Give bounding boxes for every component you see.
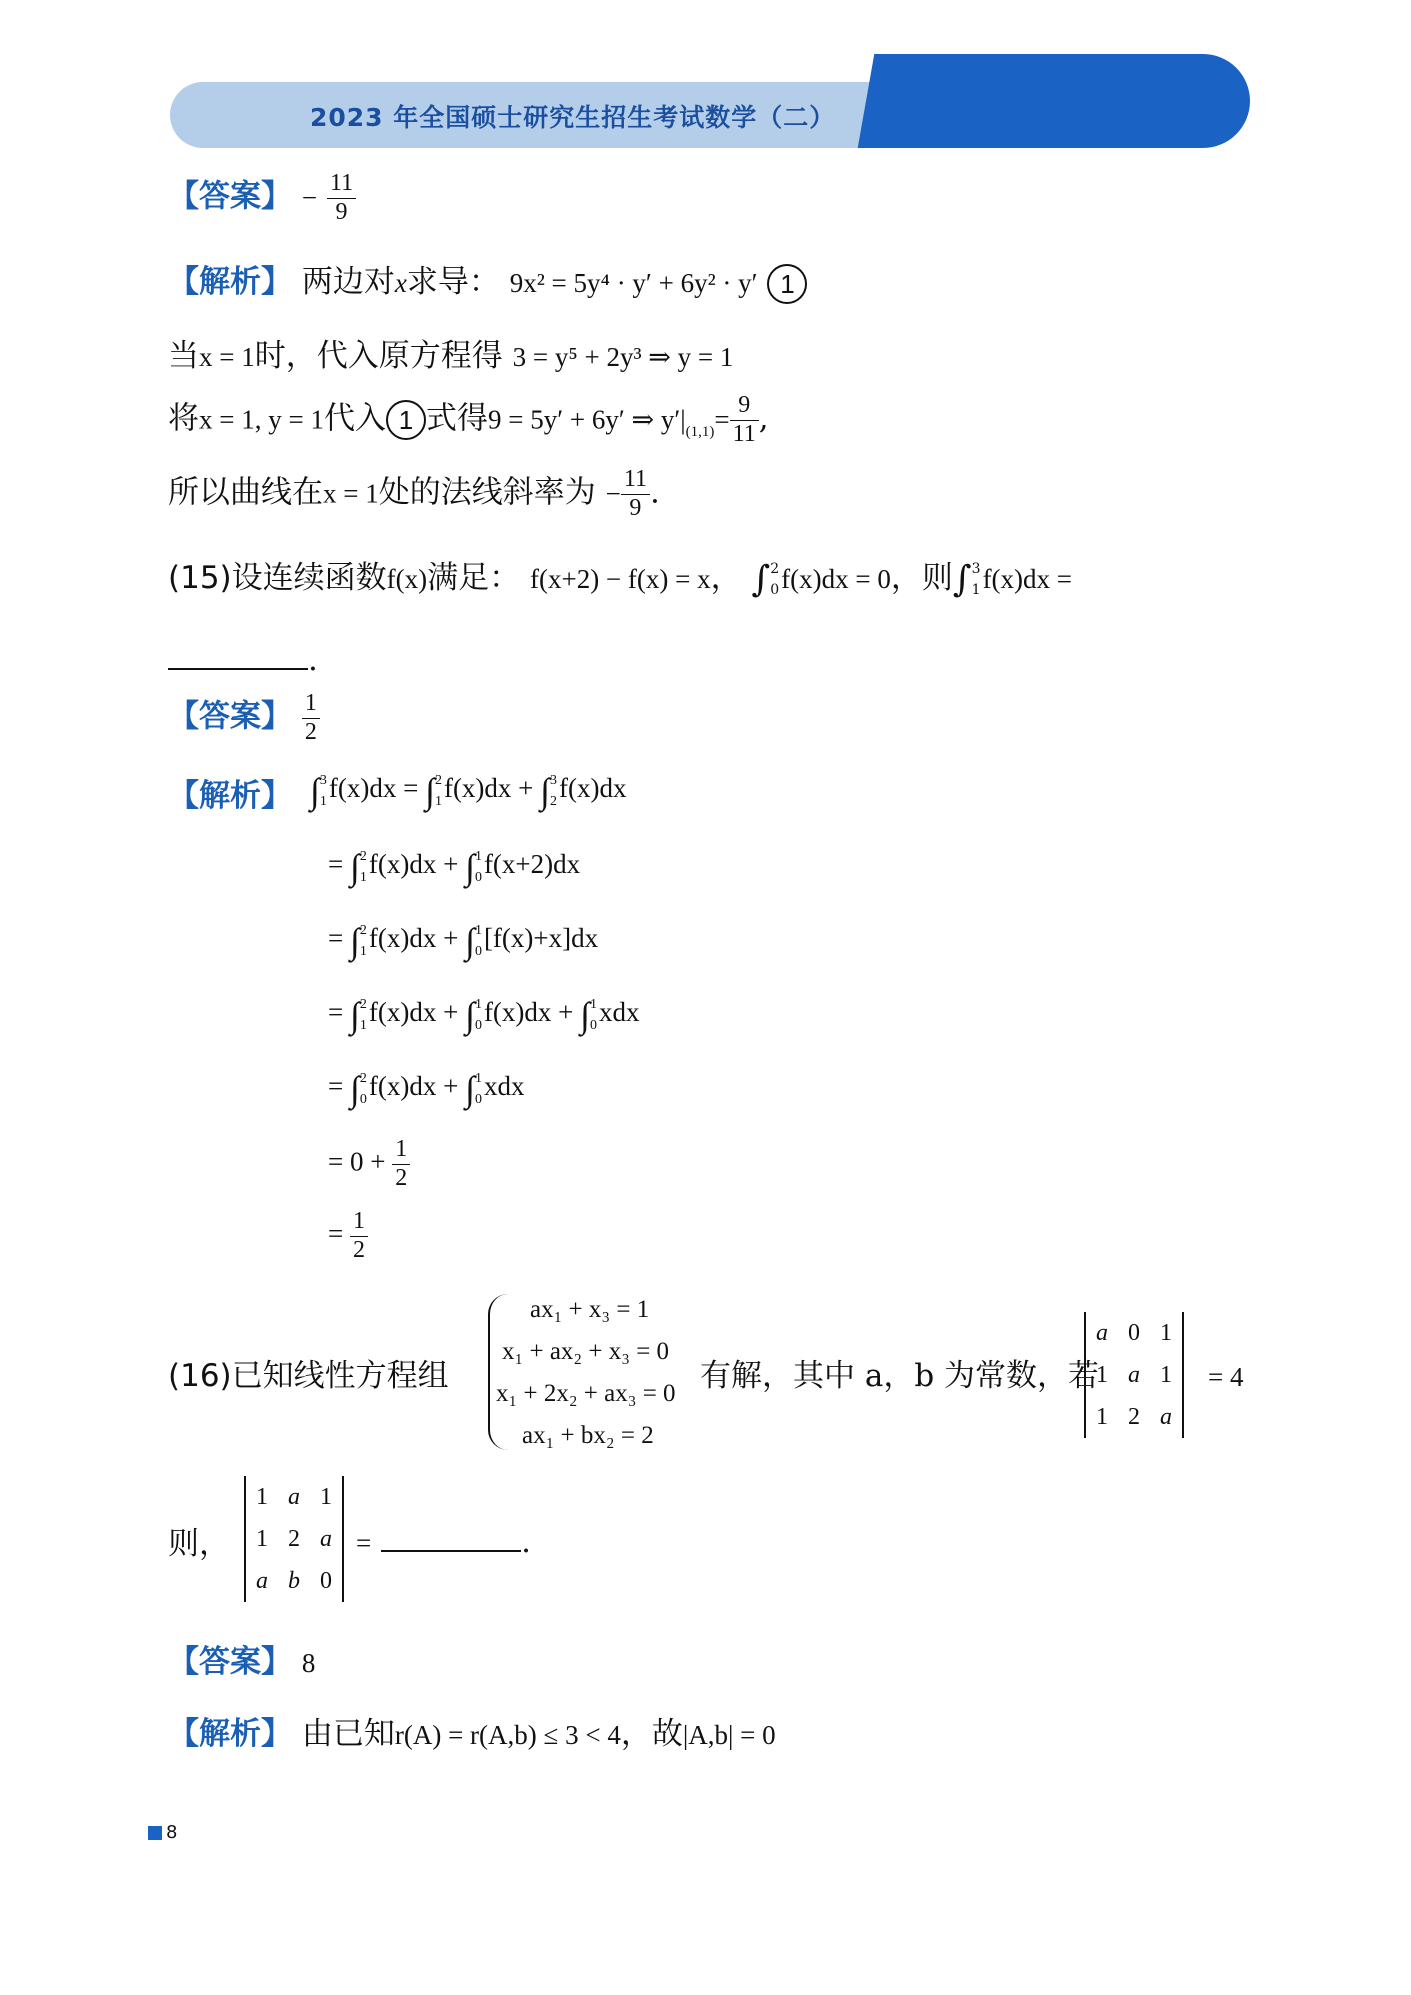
integral-sign: ∫ bbox=[349, 921, 360, 961]
circled-one: 1 bbox=[767, 264, 807, 304]
determinant-cell: 1 bbox=[1160, 1361, 1172, 1388]
q14-l2-text2: 时，代入原方程得 bbox=[254, 338, 503, 374]
q14-l1-text2: 求导： bbox=[406, 264, 500, 300]
integral-limits bbox=[360, 920, 367, 962]
determinant-cell: 1 bbox=[256, 1483, 268, 1510]
analysis-tag: 【解析】 bbox=[168, 778, 292, 814]
upper-limit: 2 bbox=[359, 1071, 367, 1086]
lower-limit: 0 bbox=[474, 1092, 482, 1107]
q16-label: (16) bbox=[168, 1358, 232, 1394]
integral-sign: ∫ bbox=[349, 1069, 360, 1109]
integral-sign: ∫ bbox=[349, 995, 360, 1035]
q15-step-1 bbox=[310, 770, 627, 812]
upper-limit: 2 bbox=[770, 560, 780, 577]
determinant-given-grid bbox=[1086, 1312, 1182, 1438]
lower-limit: 0 bbox=[590, 1018, 598, 1033]
integrand: xdx bbox=[483, 1071, 525, 1102]
q15-step-4 bbox=[328, 994, 640, 1036]
determinant-cell: a bbox=[256, 1567, 268, 1594]
determinant-cell: 0 bbox=[1128, 1319, 1140, 1346]
determinant-row bbox=[246, 1476, 342, 1518]
answer-blank bbox=[168, 640, 308, 670]
q15-answer-den: 2 bbox=[304, 718, 317, 745]
step7-prefix: = bbox=[328, 1218, 344, 1249]
determinant-cell: 1 bbox=[1096, 1403, 1108, 1430]
integrand: f(x)dx bbox=[559, 773, 627, 804]
lower-limit: 1 bbox=[971, 581, 981, 598]
determinant-row bbox=[246, 1518, 342, 1560]
q15-question bbox=[168, 552, 1072, 601]
upper-limit: 2 bbox=[359, 997, 367, 1012]
q16-answer: 8 bbox=[301, 1648, 316, 1678]
integral-limits bbox=[770, 559, 779, 601]
system-row: x₁ + ax₂ + x₃ = 0 bbox=[502, 1338, 670, 1365]
upper-limit: 2 bbox=[359, 923, 367, 938]
q14-l3-text3: 式得 bbox=[425, 400, 488, 437]
lower-limit: 1 bbox=[359, 870, 367, 885]
integrand: f(x)dx + bbox=[368, 997, 466, 1028]
q15-text2: 满足： bbox=[427, 560, 521, 596]
determinant-cell: a bbox=[1096, 1319, 1108, 1346]
q15-step-5 bbox=[328, 1068, 524, 1110]
q15-answer-fraction bbox=[302, 690, 320, 746]
q15-fx: f(x) bbox=[386, 564, 428, 594]
determinant-cell: 2 bbox=[1128, 1403, 1140, 1430]
q14-l3-end: , bbox=[758, 400, 769, 437]
analysis-tag: 【解析】 bbox=[168, 264, 292, 300]
integral-sign: ∫ bbox=[540, 771, 551, 811]
determinant-cell: 2 bbox=[288, 1525, 300, 1552]
q16-text3: 则， bbox=[168, 1526, 230, 1562]
integral-sign: ∫ bbox=[580, 995, 591, 1035]
integral-limits bbox=[320, 770, 327, 812]
q14-l3-text2: 代入 bbox=[323, 400, 386, 437]
q14-l4-den: 9 bbox=[629, 494, 642, 521]
q14-answer-num: 11 bbox=[327, 170, 356, 199]
q14-l3-eq: = bbox=[714, 404, 730, 435]
determinant-cell: a bbox=[1160, 1403, 1172, 1430]
q14-line2 bbox=[168, 330, 733, 375]
determinant-asked bbox=[244, 1476, 344, 1602]
q14-l3-sub: (1,1) bbox=[685, 423, 715, 440]
q16-analysis-math2: |A,b| = 0 bbox=[682, 1720, 776, 1750]
q14-analysis-line1 bbox=[168, 256, 807, 304]
upper-limit: 2 bbox=[434, 773, 442, 788]
q15-text: 设连续函数 bbox=[231, 560, 387, 596]
q14-l3-math: x = 1, y = 1 bbox=[199, 404, 324, 435]
step-prefix: = bbox=[328, 1071, 350, 1102]
header-title: 2023 年全国硕士研究生招生考试数学（二） bbox=[310, 103, 836, 132]
lower-limit: 0 bbox=[359, 1092, 367, 1107]
q14-l2-text: 当 bbox=[168, 338, 199, 374]
lower-limit: 1 bbox=[319, 794, 327, 809]
integral-limits bbox=[435, 770, 442, 812]
determinant-cell: b bbox=[288, 1567, 300, 1594]
step6-den: 2 bbox=[395, 1164, 408, 1191]
determinant-row bbox=[1086, 1312, 1182, 1354]
step7-num: 1 bbox=[350, 1208, 368, 1237]
answer-tag: 【答案】 bbox=[168, 698, 292, 735]
lower-limit: 1 bbox=[434, 794, 442, 809]
step7-den: 2 bbox=[352, 1236, 365, 1263]
header-accent bbox=[884, 54, 1250, 148]
system-row: ax₁ + x₃ = 1 bbox=[530, 1296, 650, 1323]
q15-step-6 bbox=[328, 1136, 410, 1192]
circled-one: 1 bbox=[386, 400, 426, 440]
q15-q-expr: f(x)dx = bbox=[982, 564, 1073, 594]
q14-line3 bbox=[168, 392, 769, 448]
upper-limit: 3 bbox=[550, 773, 558, 788]
q14-line4 bbox=[168, 466, 660, 522]
step7-fraction bbox=[350, 1208, 368, 1264]
integral-limits bbox=[972, 559, 981, 601]
lower-limit: 0 bbox=[474, 1018, 482, 1033]
q16-period: . bbox=[521, 1524, 531, 1560]
integral-limits bbox=[475, 994, 482, 1036]
lower-limit: 2 bbox=[550, 794, 558, 809]
q15-cond2: f(x)dx = 0 bbox=[781, 564, 891, 594]
step6-fraction bbox=[392, 1136, 410, 1192]
q16-text: 已知线性方程组 bbox=[231, 1358, 449, 1394]
integral-limits bbox=[475, 920, 482, 962]
lower-limit: 0 bbox=[474, 944, 482, 959]
analysis-tag: 【解析】 bbox=[168, 1716, 292, 1752]
q15-comma: ， bbox=[710, 560, 742, 596]
determinant-row bbox=[1086, 1354, 1182, 1396]
q14-answer-fraction bbox=[327, 170, 356, 226]
q16-blank-line bbox=[356, 1522, 531, 1560]
upper-limit: 1 bbox=[474, 1071, 482, 1086]
integral-limits bbox=[550, 770, 557, 812]
q14-l4-fraction bbox=[621, 466, 650, 522]
determinant-cell: 0 bbox=[320, 1567, 332, 1594]
integral-sign: ∫ bbox=[310, 771, 320, 811]
q15-analysis-tag-line bbox=[168, 770, 292, 815]
determinant-cell: 1 bbox=[1096, 1361, 1108, 1388]
determinant-cell: 1 bbox=[256, 1525, 268, 1552]
q15-blank-line bbox=[168, 640, 318, 678]
q15-label: (15) bbox=[168, 560, 232, 596]
integral-limits bbox=[475, 846, 482, 888]
page-marker bbox=[148, 1826, 162, 1840]
integral-limits bbox=[475, 1068, 482, 1110]
integral-sign: ∫ bbox=[952, 559, 972, 600]
q15-step-2 bbox=[328, 846, 580, 888]
determinant-asked-grid bbox=[246, 1476, 342, 1602]
q14-answer-sign: − bbox=[301, 182, 318, 213]
q14-l3-num: 9 bbox=[730, 392, 759, 421]
system-row: ax₁ + bx₂ = 2 bbox=[522, 1422, 654, 1449]
answer-tag: 【答案】 bbox=[168, 1644, 292, 1680]
integral-sign: ∫ bbox=[465, 847, 475, 887]
integral-sign: ∫ bbox=[465, 995, 475, 1035]
det1-eq: = 4 bbox=[1208, 1362, 1244, 1392]
integrand: f(x)dx + bbox=[368, 923, 466, 954]
integral-sign: ∫ bbox=[425, 771, 435, 811]
q15-answer-num: 1 bbox=[302, 690, 320, 719]
q15-answer-line bbox=[168, 690, 320, 746]
q14-l4-math: x = 1 bbox=[323, 478, 379, 509]
q16-answer-line bbox=[168, 1636, 315, 1681]
q14-l3-math2: 9 = 5y′ + 6y′ ⇒ y′| bbox=[487, 404, 686, 435]
integral-limits bbox=[360, 846, 367, 888]
system-row: x₁ + 2x₂ + ax₃ = 0 bbox=[496, 1380, 676, 1407]
integral-sign: ∫ bbox=[465, 921, 475, 961]
lower-limit: 0 bbox=[770, 581, 780, 598]
q14-l4-text2: 处的法线斜率为 bbox=[378, 474, 596, 511]
det2-eq: = bbox=[356, 1528, 372, 1558]
lower-limit: 0 bbox=[474, 870, 482, 885]
determinant-cell: 1 bbox=[320, 1483, 332, 1510]
integrand: f(x+2)dx bbox=[483, 849, 581, 880]
upper-limit: 1 bbox=[474, 849, 482, 864]
q14-l2-math2: 3 = y⁵ + 2y³ ⇒ y = 1 bbox=[512, 342, 734, 372]
upper-limit: 1 bbox=[590, 997, 598, 1012]
q14-l3-den: 11 bbox=[732, 420, 756, 447]
integrand: [f(x)+x]dx bbox=[483, 923, 599, 954]
step6-prefix: = 0 + bbox=[328, 1146, 386, 1177]
integral-sign: ∫ bbox=[349, 847, 360, 887]
q16-analysis-math: r(A) = r(A,b) ≤ 3 < 4 bbox=[394, 1720, 621, 1750]
q14-l1-var: x bbox=[394, 268, 407, 298]
step-prefix: = bbox=[328, 849, 350, 880]
determinant-row bbox=[1086, 1396, 1182, 1438]
step-prefix: = bbox=[328, 923, 350, 954]
integrand: f(x)dx + bbox=[368, 849, 466, 880]
q16-question-start bbox=[168, 1350, 449, 1395]
q15-period: . bbox=[308, 642, 318, 678]
page-number: 8 bbox=[166, 1822, 178, 1843]
answer-tag: 【答案】 bbox=[168, 178, 292, 215]
q16-analysis-line bbox=[168, 1708, 776, 1753]
q16-analysis-text: 由已知 bbox=[301, 1716, 395, 1752]
q14-l1-text: 两边对 bbox=[301, 264, 395, 300]
q15-text3: ，则 bbox=[890, 560, 953, 596]
q15-cond1: f(x+2) − f(x) = x bbox=[529, 564, 711, 594]
step6-num: 1 bbox=[392, 1136, 410, 1165]
q15-step-3 bbox=[328, 920, 598, 962]
integrand: xdx bbox=[599, 997, 640, 1028]
q14-l3-text: 将 bbox=[168, 400, 199, 437]
determinant-given bbox=[1084, 1312, 1184, 1438]
q14-l4-num: 11 bbox=[621, 466, 650, 495]
determinant-cell: 1 bbox=[1160, 1319, 1172, 1346]
q14-l2-math: x = 1 bbox=[199, 342, 255, 372]
upper-limit: 2 bbox=[359, 849, 367, 864]
q16-text2: 有解，其中 a，b 为常数，若 bbox=[700, 1358, 1100, 1394]
integral-limits bbox=[360, 1068, 367, 1110]
lower-limit: 1 bbox=[359, 1018, 367, 1033]
q14-l4-text: 所以曲线在 bbox=[168, 474, 323, 511]
q16-analysis-text2: ，故 bbox=[620, 1716, 683, 1752]
integral-limits bbox=[590, 994, 597, 1036]
upper-limit: 1 bbox=[474, 997, 482, 1012]
q14-l1-math: 9x² = 5y⁴ · y′ + 6y² · y′ bbox=[509, 268, 758, 298]
q14-answer-den: 9 bbox=[335, 198, 348, 225]
lower-limit: 1 bbox=[359, 944, 367, 959]
upper-limit: 3 bbox=[319, 773, 327, 788]
q14-l4-sign: − bbox=[605, 478, 621, 509]
determinant-row bbox=[246, 1560, 342, 1602]
integrand: f(x)dx + bbox=[443, 773, 541, 804]
integrand: f(x)dx = bbox=[328, 773, 426, 804]
step-prefix: = bbox=[328, 997, 350, 1028]
q15-step-7 bbox=[328, 1208, 368, 1264]
integrand: f(x)dx + bbox=[483, 997, 581, 1028]
upper-limit: 1 bbox=[474, 923, 482, 938]
upper-limit: 3 bbox=[971, 560, 981, 577]
integral-limits bbox=[360, 994, 367, 1036]
q14-answer-line bbox=[168, 170, 356, 226]
determinant-cell: a bbox=[288, 1483, 300, 1510]
integrand: f(x)dx + bbox=[368, 1071, 466, 1102]
integral-sign: ∫ bbox=[751, 559, 771, 600]
integral-sign: ∫ bbox=[465, 1069, 475, 1109]
determinant-cell: a bbox=[320, 1525, 332, 1552]
q14-l3-fraction bbox=[730, 392, 759, 448]
answer-blank bbox=[381, 1522, 521, 1552]
determinant-cell: a bbox=[1128, 1361, 1140, 1388]
q14-l4-end: . bbox=[649, 474, 660, 511]
